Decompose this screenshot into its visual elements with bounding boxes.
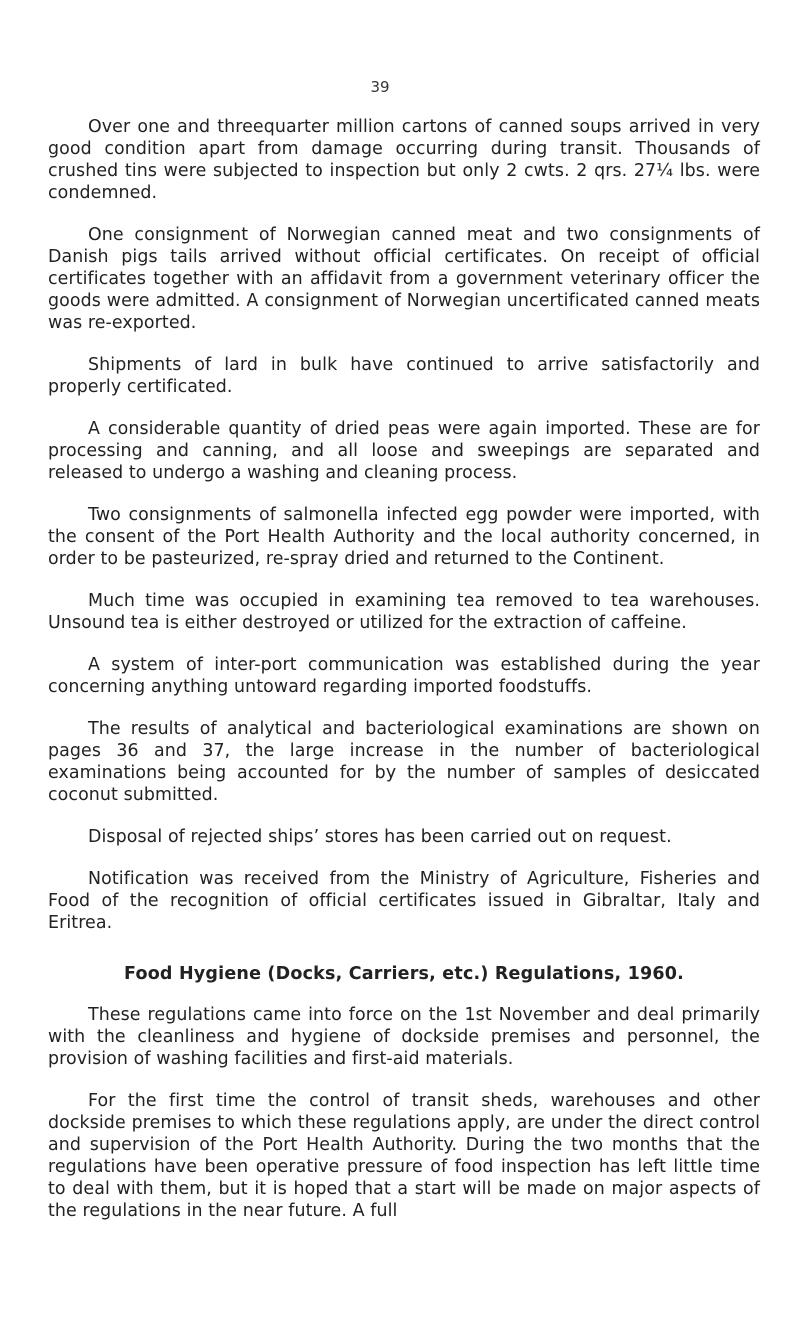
paragraph-regulations-force: These regulations came into force on the 1st November and deal primarily with the cleanliness and hygiene of dockside premises and personnel, the provision of washing facilities and first-aid materials.	[48, 1005, 760, 1069]
paragraph-tea: Much time was occupied in examining tea removed to tea warehouses. Unsound tea is either destroyed or utilized for the extraction of caffeine.	[48, 591, 760, 633]
paragraph-ships-stores: Disposal of rejected ships’ stores has been carried out on request.	[88, 827, 672, 847]
paragraph-inter-port: A system of inter-port communication was established during the year concerning anything untoward regarding imported foodstuffs.	[48, 655, 760, 697]
page-body	[48, 116, 760, 1242]
paragraph-dried-peas: A considerable quantity of dried peas were again imported. These are for processing and canning, and all loose and sweepings are separated and released to undergo a washing and cleaning process.	[48, 419, 760, 483]
paragraph-lard: Shipments of lard in bulk have continued to arrive satisfactorily and properly certificated.	[48, 355, 760, 397]
page-number: 39	[370, 78, 390, 96]
paragraph-examinations: The results of analytical and bacteriological examinations are shown on pages 36 and 37, the large increase in the number of bacteriological examinations being accounted for by the number of samples of desiccated coconut submitted.	[48, 719, 760, 805]
paragraph-notification: Notification was received from the Ministry of Agriculture, Fisheries and Food of the recognition of official certificates issued in Gibraltar, Italy and Eritrea.	[48, 869, 760, 933]
paragraph-transit-sheds: For the first time the control of transit sheds, warehouses and other dockside premises to which these regulations apply, are under the direct control and supervision of the Port Health Authority. During the two months that the regulations have been operative pressure of food inspection has left little time to deal with them, but it is hoped that a start will be made on major aspects of the regulations in the near future. A full	[48, 1091, 760, 1221]
paragraph-norwegian-meat: One consignment of Norwegian canned meat and two consignments of Danish pigs tails arrived without official certificates. On receipt of official certificates together with an affidavit from a government veterinary officer the goods were admitted. A consignment of Norwegian uncertificated canned meats was re-exported.	[48, 225, 760, 333]
paragraph-egg-powder: Two consignments of salmonella infected egg powder were imported, with the consent of the Port Health Authority and the local authority concerned, in order to be pasteurized, re-spray dried and returned to the Continent.	[48, 505, 760, 569]
paragraph-canned-soups: Over one and threequarter million cartons of canned soups arrived in very good condition apart from damage occurring during transit. Thousands of crushed tins were subjected to inspection but only 2 cwts. 2 qrs. 27¼ lbs. were condemned.	[48, 117, 760, 203]
section-heading: Food Hygiene (Docks, Carriers, etc.) Regulations, 1960.	[124, 964, 684, 984]
